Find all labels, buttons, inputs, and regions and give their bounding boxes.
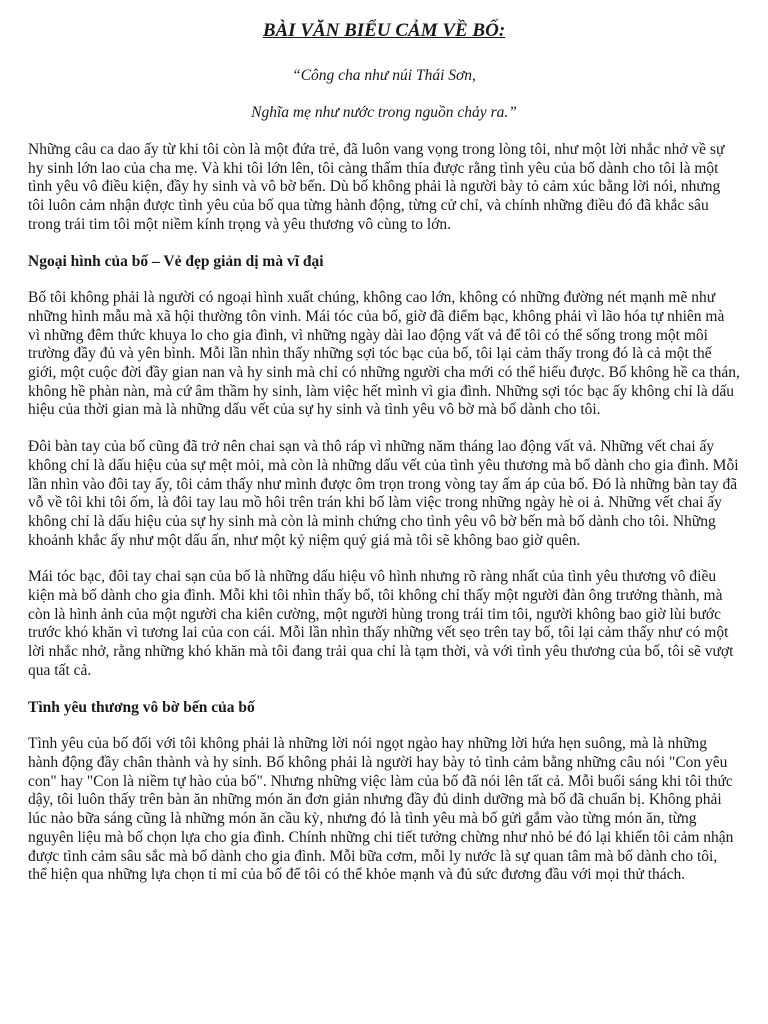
appearance-paragraph-2: Đôi bàn tay của bố cũng đã trở nên chai sạn và thô ráp vì những năm tháng lao động vất vả. Những vết chai ấy không chỉ là dấu hiệu của sự mệt mỏi, mà còn là những dấu vết của tình yêu thương mà bố dành cho gia đình. Mỗi lần nhìn vào đôi tay ấy, tôi cảm thấy như mình được ôm trọn trong vòng tay ấm áp của bố. Đó là những bàn tay đã vỗ về tôi khi tôi ốm, là đôi tay lau mồ hôi trên trán khi bố làm việc trong những ngày hè oi ả. Những vết chai ấy không chỉ là dấu hiệu của sự hy sinh mà còn là minh chứng cho tình yêu vô bờ bến mà bố dành cho tôi. Những khoảnh khắc ấy như một dấu ấn, như một kỷ niệm quý giá mà tôi sẽ không bao giờ quên. <box>28 438 739 549</box>
section-heading-love: Tình yêu thương vô bờ bến của bố <box>28 698 255 716</box>
intro-paragraph: Những câu ca dao ấy từ khi tôi còn là một đứa trẻ, đã luôn vang vọng trong lòng tôi, như một lời nhắc nhở về sự hy sinh lớn lao của cha mẹ. Và khi tôi lớn lên, tôi càng thấm thía được rằng tình yêu của bố dành cho tôi là một tình yêu vô điều kiện, đầy hy sinh và vô bờ bến. Dù bố không phải là người bày tỏ cảm xúc bằng lời nói, nhưng tôi luôn cảm nhận được tình yêu của bố qua từng hành động, từng cử chỉ, và chính những điều đó đã khắc sâu trong trái tim tôi một niềm kính trọng và yêu thương vô cùng to lớn. <box>28 141 725 233</box>
document-title: BÀI VĂN BIỂU CẢM VỀ BỐ: <box>262 20 506 41</box>
section-heading-appearance: Ngoại hình của bố – Vẻ đẹp giản dị mà vĩ đại <box>28 252 324 270</box>
love-paragraph-1: Tình yêu của bố đối với tôi không phải là những lời nói ngọt ngào hay những lời hứa hẹn suông, mà là những hành động đầy chân thành và hy sinh. Bố không phải là người hay bày tỏ tình cảm bằng những câu nói "Con yêu con" hay "Con là niềm tự hào của bố". Nhưng những việc làm của bố đã nói lên tất cả. Mỗi buổi sáng khi tôi thức dậy, tôi luôn thấy trên bàn ăn những món ăn đơn giản nhưng đầy đủ dinh dưỡng mà bố đã chuẩn bị. Không phải lúc nào bữa sáng cũng là những món ăn cầu kỳ, nhưng đó là tình yêu mà bố gửi gắm vào từng món ăn, từng nguyên liệu mà bố chọn lựa cho gia đình. Chính những chi tiết tưởng chừng như nhỏ bé đó lại khiến tôi cảm nhận được tình cảm sâu sắc mà bố dành cho gia đình. Mỗi bữa cơm, mỗi ly nước là sự quan tâm mà bố dành cho tôi, thể hiện qua những lựa chọn tỉ mỉ của bố để tôi có thể khỏe mạnh và đủ sức đương đầu với mọi thử thách. <box>28 735 734 884</box>
epigraph-poem <box>28 66 740 123</box>
appearance-paragraph-3: Mái tóc bạc, đôi tay chai sạn của bố là những dấu hiệu vô hình nhưng rõ ràng nhất của tình yêu thương vô điều kiện mà bố dành cho gia đình. Mỗi khi tôi nhìn thấy bố, tôi không chỉ thấy một người đàn ông trưởng thành, mà còn là hình ảnh của một người cha kiên cường, một người hùng trong trái tim tôi, người không bao giờ lùi bước trước khó khăn vì tương lai của con cái. Mỗi lần nhìn thấy những vết sẹo trên tay bố, tôi lại cảm thấy như có một lời nhắc nhở, rằng những khó khăn mà tôi đang trải qua chỉ là tạm thời, và với tình yêu thương của bố, tôi sẽ vượt qua tất cả. <box>28 568 734 679</box>
poem-line-1: “Công cha như núi Thái Sơn, <box>292 67 476 84</box>
poem-line-2: Nghĩa mẹ như nước trong nguồn chảy ra.” <box>251 104 517 121</box>
appearance-paragraph-1: Bố tôi không phải là người có ngoại hình xuất chúng, không cao lớn, không có những đường nét mạnh mẽ như những hình mẫu mà xã hội thường tôn vinh. Mái tóc của bố, giờ đã điểm bạc, không phải vì lão hóa tự nhiên mà vì những đêm thức khuya lo cho gia đình, vì những ngày dài lao động vất vả để tôi có thể sống trong một môi trường đầy đủ và yên bình. Mỗi lần nhìn thấy những sợi tóc bạc của bố, tôi lại cảm thấy trong đó là cả một thế giới, một cuộc đời đầy gian nan và hy sinh mà chỉ có những người cha mới có thể hiểu được. Bố không hề ca thán, không hề phàn nàn, mà cứ âm thầm hy sinh, làm việc hết mình vì gia đình. Những sợi tóc bạc ấy không chỉ là dấu hiệu của thời gian mà là những dấu vết của sự hy sinh và tình yêu vô bờ mà bố dành cho tôi. <box>28 289 740 419</box>
